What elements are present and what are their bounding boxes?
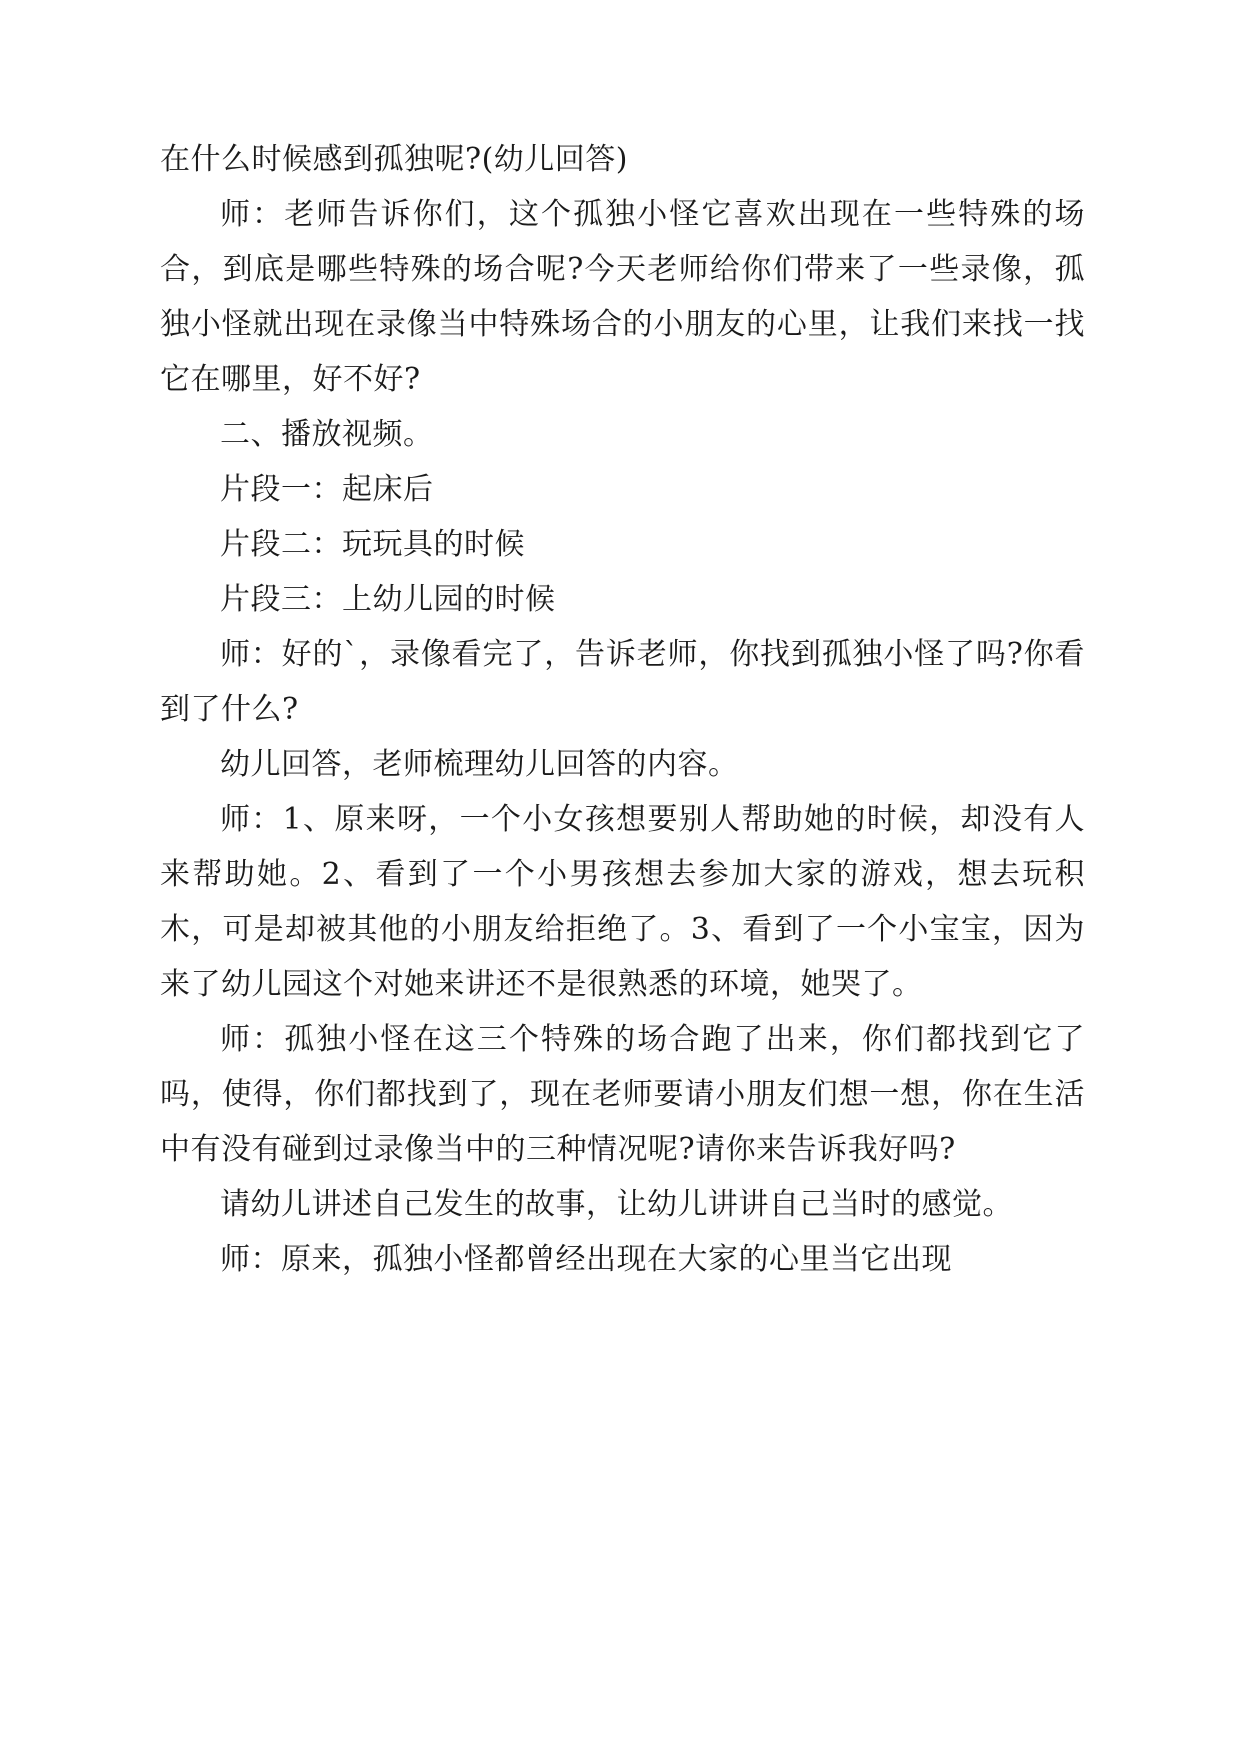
paragraph: 二、播放视频。 xyxy=(220,417,434,452)
paragraph: 片段二：玩玩具的时候 xyxy=(220,527,525,562)
paragraph: 师：孤独小怪在这三个特殊的场合跑了出来，你们都找到它了吗，使得，你们都找到了，现在老师要请小朋友们想一想，你在生活中有没有碰到过录像当中的三种情况呢?请你来告诉我好吗? xyxy=(160,1022,1085,1167)
paragraph: 请幼儿讲述自己发生的故事，让幼儿讲讲自己当时的感觉。 xyxy=(220,1187,1013,1222)
paragraph: 师：原来，孤独小怪都曾经出现在大家的心里当它出现 xyxy=(220,1242,952,1277)
paragraph: 片段一：起床后 xyxy=(220,472,434,507)
paragraph: 幼儿回答，老师梳理幼儿回答的内容。 xyxy=(220,747,739,782)
paragraph: 师：老师告诉你们，这个孤独小怪它喜欢出现在一些特殊的场合，到底是哪些特殊的场合呢?今天老师给你们带来了一些录像，孤独小怪就出现在录像当中特殊场合的小朋友的心里，让我们来找一找它在哪里，好不好? xyxy=(160,197,1085,397)
paragraph: 在什么时候感到孤独呢?(幼儿回答) xyxy=(160,142,628,177)
paragraph: 师：1、原来呀，一个小女孩想要别人帮助她的时候，却没有人来帮助她。2、看到了一个小男孩想去参加大家的游戏，想去玩积木，可是却被其他的小朋友给拒绝了。3、看到了一个小宝宝，因为来了幼儿园这个对她来讲还不是很熟悉的环境，她哭了。 xyxy=(160,802,1085,1002)
paragraph: 师：好的`，录像看完了，告诉老师，你找到孤独小怪了吗?你看到了什么? xyxy=(160,637,1085,727)
paragraph: 片段三：上幼儿园的时候 xyxy=(220,582,556,617)
document-text-body xyxy=(160,132,1085,1287)
